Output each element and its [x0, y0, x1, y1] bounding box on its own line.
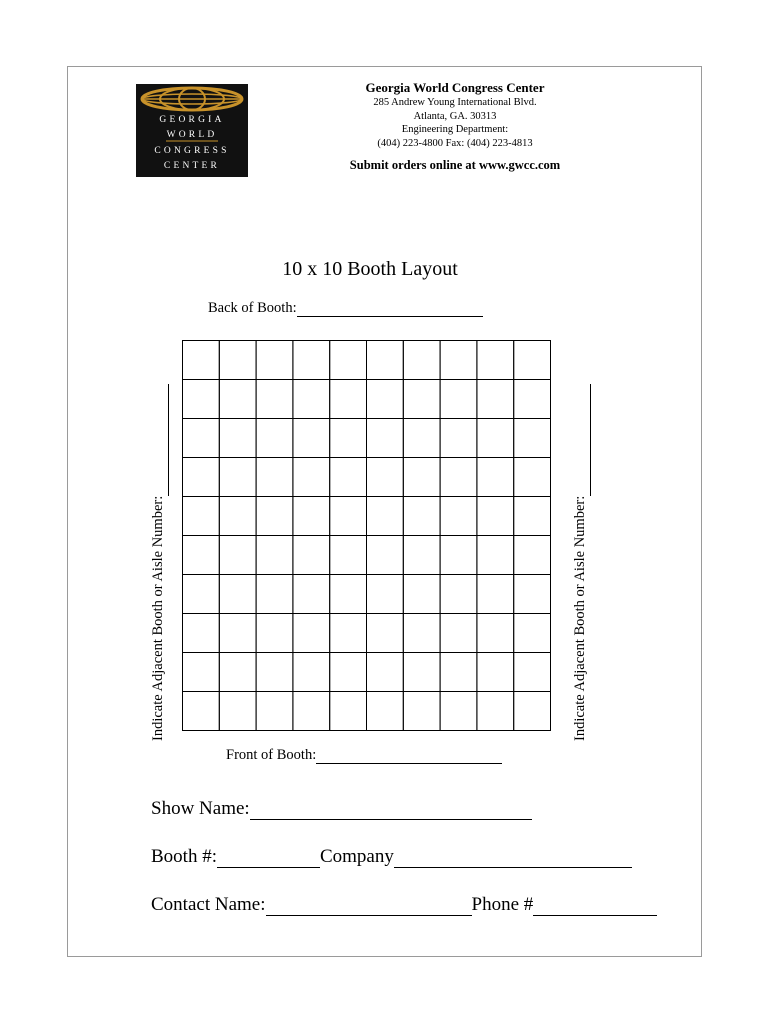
grid-cell[interactable]: [256, 575, 293, 614]
contact-name-line[interactable]: [266, 898, 472, 916]
left-adjacent-label: Indicate Adjacent Booth or Aisle Number:: [150, 495, 166, 741]
grid-cell[interactable]: [219, 341, 256, 380]
grid-cell[interactable]: [514, 692, 551, 731]
grid-cell[interactable]: [183, 536, 220, 575]
grid-cell[interactable]: [403, 458, 440, 497]
grid-cell[interactable]: [477, 692, 514, 731]
grid-cell[interactable]: [477, 341, 514, 380]
grid-cell[interactable]: [330, 458, 367, 497]
grid-cell[interactable]: [403, 419, 440, 458]
grid-cell[interactable]: [330, 497, 367, 536]
grid-cell[interactable]: [219, 536, 256, 575]
grid-cell[interactable]: [403, 497, 440, 536]
right-adjacent-field[interactable]: [569, 341, 591, 741]
grid-cell[interactable]: [403, 653, 440, 692]
phone-fax: (404) 223-4800 Fax: (404) 223-4813: [377, 137, 533, 149]
contact-name-label: Contact Name:: [151, 894, 266, 915]
grid-cell[interactable]: [440, 380, 477, 419]
grid-cell[interactable]: [330, 575, 367, 614]
grid-cell[interactable]: [403, 614, 440, 653]
grid-cell[interactable]: [330, 380, 367, 419]
phone-line[interactable]: [533, 898, 657, 916]
grid-cell[interactable]: [403, 575, 440, 614]
grid-cell[interactable]: [183, 653, 220, 692]
letterhead: [290, 80, 620, 173]
grid-cell[interactable]: [256, 341, 293, 380]
grid-cell[interactable]: [440, 497, 477, 536]
grid-cell[interactable]: [293, 497, 330, 536]
grid-cell[interactable]: [514, 497, 551, 536]
grid-cell[interactable]: [367, 614, 404, 653]
grid-cell[interactable]: [440, 419, 477, 458]
grid-cell[interactable]: [367, 692, 404, 731]
grid-cell[interactable]: [367, 458, 404, 497]
grid-cell[interactable]: [367, 341, 404, 380]
grid-cell[interactable]: [256, 419, 293, 458]
department: Engineering Department:: [401, 124, 509, 135]
grid-cell[interactable]: [219, 692, 256, 731]
grid-cell[interactable]: [514, 419, 551, 458]
grid-cell[interactable]: [293, 575, 330, 614]
grid-cell[interactable]: [477, 575, 514, 614]
show-name-label: Show Name:: [151, 798, 250, 819]
grid-cell[interactable]: [440, 692, 477, 731]
logo-word-world: WORLD: [166, 130, 218, 140]
grid-cell[interactable]: [330, 341, 367, 380]
grid-cell[interactable]: [256, 458, 293, 497]
show-name-line[interactable]: [250, 802, 532, 820]
grid-cell[interactable]: [514, 380, 551, 419]
grid-cell[interactable]: [183, 692, 220, 731]
logo-word-georgia: GEORGIA: [159, 115, 225, 125]
grid-cell[interactable]: [219, 458, 256, 497]
booth-number-line[interactable]: [217, 850, 320, 868]
grid-cell[interactable]: [293, 536, 330, 575]
grid-cell[interactable]: [477, 653, 514, 692]
grid-cell[interactable]: [403, 380, 440, 419]
grid-cell[interactable]: [293, 458, 330, 497]
grid-cell[interactable]: [293, 380, 330, 419]
grid-cell[interactable]: [256, 497, 293, 536]
grid-cell[interactable]: [367, 536, 404, 575]
grid-cell[interactable]: [330, 614, 367, 653]
right-adjacent-label: Indicate Adjacent Booth or Aisle Number:: [572, 495, 588, 741]
grid-cell[interactable]: [367, 419, 404, 458]
company-line[interactable]: [394, 850, 632, 868]
grid-cell[interactable]: [477, 419, 514, 458]
grid-cell[interactable]: [514, 458, 551, 497]
booth-company-row: [151, 846, 632, 868]
grid-cell[interactable]: [183, 341, 220, 380]
phone-label: Phone #: [471, 894, 534, 915]
booth-number-label: Booth #:: [151, 846, 217, 867]
grid-cell[interactable]: [403, 536, 440, 575]
grid-cell[interactable]: [293, 614, 330, 653]
left-adjacent-field[interactable]: [147, 341, 169, 741]
grid-cell[interactable]: [367, 653, 404, 692]
org-name: Georgia World Congress Center: [365, 80, 545, 95]
page-title: 10 x 10 Booth Layout: [282, 258, 458, 280]
grid-cell[interactable]: [367, 575, 404, 614]
grid-cell[interactable]: [440, 614, 477, 653]
grid-cell[interactable]: [256, 536, 293, 575]
grid-cell[interactable]: [514, 614, 551, 653]
grid-cell[interactable]: [256, 692, 293, 731]
grid-cell[interactable]: [330, 536, 367, 575]
back-of-booth-field[interactable]: [208, 300, 483, 317]
grid-cell[interactable]: [440, 575, 477, 614]
front-of-booth-line[interactable]: [316, 749, 502, 764]
grid-cell[interactable]: [514, 341, 551, 380]
grid-cell[interactable]: [477, 380, 514, 419]
grid-cell[interactable]: [219, 575, 256, 614]
grid-cell[interactable]: [183, 575, 220, 614]
submit-note: Submit orders online at www.gwcc.com: [349, 158, 561, 172]
grid-cell[interactable]: [367, 497, 404, 536]
grid-cell[interactable]: [514, 653, 551, 692]
grid-cell[interactable]: [256, 653, 293, 692]
grid-cell[interactable]: [293, 419, 330, 458]
grid-cell[interactable]: [219, 419, 256, 458]
grid-cell[interactable]: [440, 536, 477, 575]
grid-cell[interactable]: [514, 536, 551, 575]
booth-grid[interactable]: [182, 340, 552, 732]
grid-cell[interactable]: [183, 458, 220, 497]
grid-cell[interactable]: [330, 419, 367, 458]
left-adjacent-line[interactable]: [156, 384, 169, 496]
address-line-1: 285 Andrew Young International Blvd.: [373, 97, 537, 108]
show-name-field[interactable]: [151, 798, 532, 820]
grid-cell[interactable]: [293, 692, 330, 731]
front-of-booth-field[interactable]: [226, 747, 502, 764]
back-of-booth-line[interactable]: [297, 302, 483, 317]
grid-cell[interactable]: [403, 692, 440, 731]
company-label: Company: [319, 846, 394, 867]
address-line-2: Atlanta, GA. 30313: [413, 110, 497, 122]
grid-cell[interactable]: [183, 614, 220, 653]
grid-cell[interactable]: [183, 419, 220, 458]
right-adjacent-line[interactable]: [578, 384, 591, 496]
grid-cell[interactable]: [293, 653, 330, 692]
grid-cell[interactable]: [477, 536, 514, 575]
contact-phone-row: [151, 894, 657, 916]
grid-cell[interactable]: [293, 341, 330, 380]
logo-word-center: CENTER: [163, 161, 221, 171]
grid-cell[interactable]: [183, 497, 220, 536]
gwcc-logo: [136, 84, 248, 177]
grid-cell[interactable]: [477, 458, 514, 497]
grid-cell[interactable]: [219, 614, 256, 653]
grid-cell[interactable]: [330, 653, 367, 692]
grid-cell[interactable]: [367, 380, 404, 419]
logo-word-congress: CONGRESS: [154, 146, 230, 156]
grid-cell[interactable]: [183, 380, 220, 419]
front-of-booth-label: Front of Booth:: [226, 747, 317, 763]
grid-cell[interactable]: [219, 497, 256, 536]
grid-cell[interactable]: [440, 458, 477, 497]
grid-cell[interactable]: [256, 380, 293, 419]
grid-cell[interactable]: [477, 614, 514, 653]
back-of-booth-label: Back of Booth:: [208, 300, 297, 316]
grid-cell[interactable]: [477, 497, 514, 536]
grid-cell[interactable]: [403, 341, 440, 380]
grid-cell[interactable]: [440, 341, 477, 380]
grid-cell[interactable]: [440, 653, 477, 692]
grid-cell[interactable]: [219, 653, 256, 692]
grid-cell[interactable]: [514, 575, 551, 614]
grid-cell[interactable]: [330, 692, 367, 731]
grid-cell[interactable]: [256, 614, 293, 653]
grid-cell[interactable]: [219, 380, 256, 419]
